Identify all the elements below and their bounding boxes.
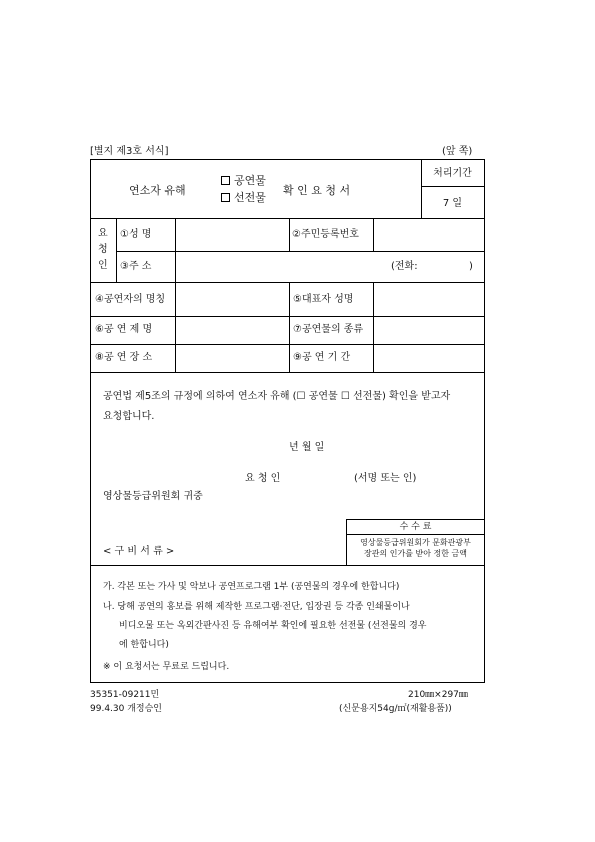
performance-type-label: ⑦공연물의 종류: [293, 324, 364, 335]
option-2-label: 선전물: [234, 191, 266, 204]
divider-mid-col-b: [289, 282, 290, 372]
name-field[interactable]: [176, 219, 288, 250]
request-form: [90, 159, 485, 683]
performance-type-field[interactable]: [374, 317, 483, 343]
title-option-1: [221, 174, 266, 187]
document-item-2-end: 에 한합니다): [119, 640, 169, 650]
divider-section-col: [116, 218, 117, 282]
documents-header: < 구 비 서 류 >: [103, 546, 175, 557]
paper-type: (신문용지54g/㎡(재활용품)): [339, 704, 452, 714]
fee-header: 수 수 료: [399, 522, 432, 532]
form-number: [별지 제3호 서식]: [90, 146, 169, 157]
document-item-2-cont: 비디오물 또는 옥외간판사진 등 유해여부 확인에 필요한 선전물 (선전물의 경우: [119, 621, 427, 631]
performer-field[interactable]: [176, 283, 288, 315]
title-option-2: [221, 191, 266, 204]
name-label: ①성 명: [120, 229, 152, 240]
performance-title-label: ⑥공 연 제 명: [95, 324, 153, 335]
page-side-label: (앞 쪽): [442, 146, 473, 157]
processing-value: 7 일: [442, 198, 463, 209]
section-label-1: 요: [98, 228, 108, 239]
venue-field[interactable]: [176, 345, 288, 371]
representative-field[interactable]: [374, 283, 483, 315]
period-label: ⑨공 연 기 간: [293, 352, 351, 363]
performer-label: ④공연자의 명칭: [95, 294, 166, 305]
divider-venue: [91, 372, 484, 373]
divider-fee-top: [346, 519, 484, 520]
divider-documents: [91, 565, 484, 566]
fee-line-1: 영상물등급위원회가 문화관광부: [360, 538, 471, 547]
form-code: 35351-09211민: [90, 690, 160, 700]
document-item-1: 가. 각본 또는 가사 및 악보나 공연프로그램 1부 (공연물의 경우에 한합니다): [103, 582, 400, 592]
id-number-label: ②주민등록번호: [292, 229, 359, 240]
request-statement-end: 요청합니다.: [103, 411, 155, 422]
free-notice: ※ 이 요청서는 무료로 드립니다.: [103, 662, 230, 672]
divider-mid-col-a: [289, 218, 290, 251]
fee-line-2: 장관의 인가를 받아 정한 금액: [364, 549, 467, 558]
recipient: 영상물등급위원회 귀중: [103, 491, 203, 502]
checkbox-icon[interactable]: [221, 193, 230, 202]
section-label-2: 청: [98, 244, 108, 255]
representative-label: ⑤대표자 성명: [293, 294, 354, 305]
approval-date: 99.4.30 개정승인: [90, 704, 162, 714]
title-suffix: 확 인 요 청 서: [283, 184, 351, 197]
paper-size: 210㎜×297㎜: [408, 690, 468, 700]
title-prefix: 연소자 유해: [129, 184, 186, 197]
address-field[interactable]: [176, 252, 483, 281]
document-item-2: 나. 당해 공연의 홍보를 위해 제작한 프로그램·전단, 입장권 등 각종 인쇄물이나: [103, 602, 410, 612]
date-line: 년 월 일: [289, 442, 325, 453]
address-label: ③주 소: [120, 261, 152, 272]
requester-label: 요 청 인: [245, 473, 281, 484]
id-number-field[interactable]: [374, 219, 483, 250]
divider-processing: [421, 186, 484, 187]
checkbox-icon[interactable]: [221, 176, 230, 185]
signature-label: (서명 또는 인): [354, 473, 417, 484]
processing-label: 처리기간: [433, 168, 472, 179]
phone-label: (전화:: [391, 261, 418, 272]
phone-close: ): [469, 261, 473, 272]
request-statement: 공연법 제5조의 규정에 의하여 연소자 유해 (☐ 공연물 ☐ 선전물) 확인을 받고자: [103, 391, 451, 402]
period-field[interactable]: [374, 345, 483, 371]
performance-title-field[interactable]: [176, 317, 288, 343]
divider-fee-header: [346, 534, 484, 535]
section-label-3: 인: [98, 260, 108, 271]
option-1-label: 공연물: [234, 174, 266, 187]
venue-label: ⑧공 연 장 소: [95, 352, 153, 363]
